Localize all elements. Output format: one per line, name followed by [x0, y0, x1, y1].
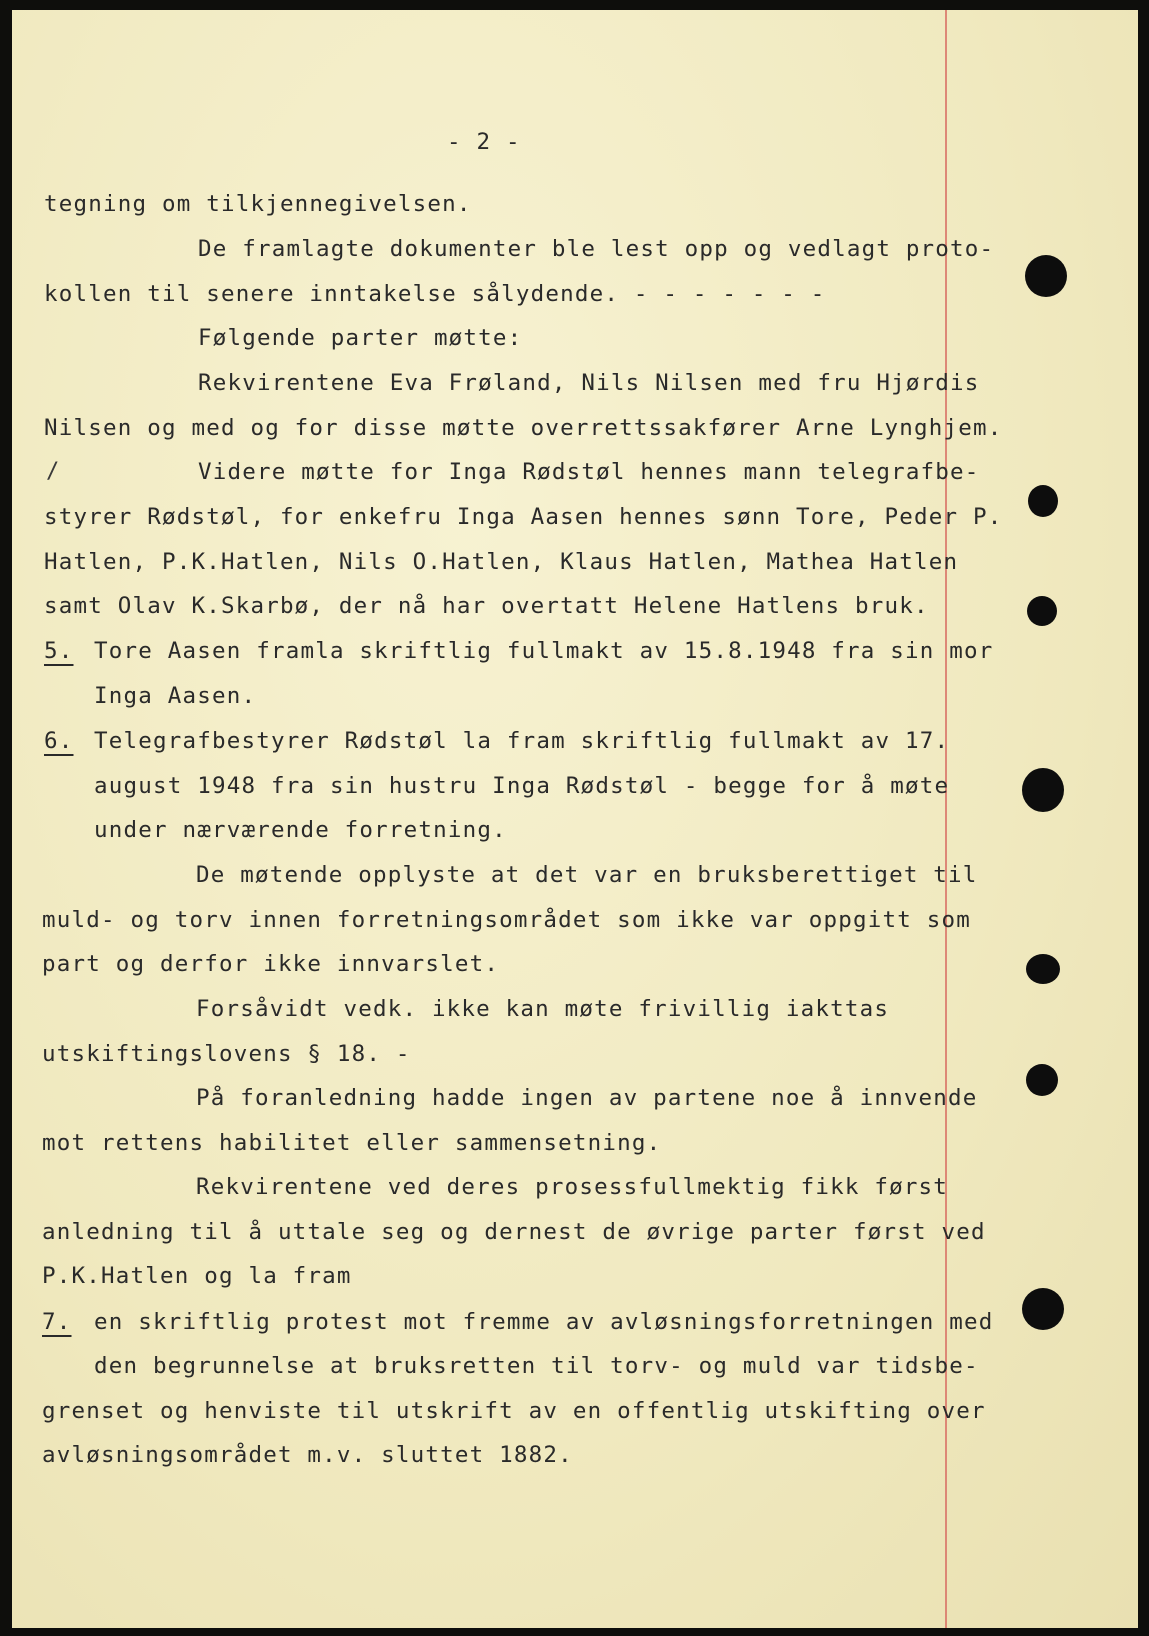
text-line: Forsåvidt vedk. ikke kan møte frivillig iakttas	[196, 996, 890, 1022]
text-line: den begrunnelse at bruksretten til torv- og muld var tidsbe-	[94, 1353, 979, 1379]
item-number-6: 6.	[44, 728, 74, 754]
page-number: - 2 -	[447, 129, 521, 155]
punch-hole-6	[1026, 1064, 1058, 1096]
text-line: P.K.Hatlen og la fram	[42, 1263, 352, 1289]
punch-hole-4	[1022, 768, 1064, 812]
item-number-7: 7.	[42, 1309, 72, 1335]
text-line: grenset og henviste til utskrift av en offentlig utskifting over	[42, 1398, 986, 1424]
document-page	[12, 10, 1138, 1628]
text-line: august 1948 fra sin hustru Inga Rødstøl - begge for å møte	[94, 773, 950, 799]
text-line: Rekvirentene ved deres prosessfullmektig fikk først	[196, 1174, 949, 1200]
item-number-5: 5.	[44, 638, 74, 664]
margin-mark: /	[46, 459, 60, 484]
text-line: mot rettens habilitet eller sammensetning.	[42, 1130, 662, 1156]
punch-hole-7	[1022, 1288, 1064, 1330]
text-line: muld- og torv innen forretningsområdet som ikke var oppgitt som	[42, 907, 972, 933]
punch-hole-3	[1027, 596, 1057, 626]
text-line: under nærværende forretning.	[94, 817, 507, 843]
text-line: utskiftingslovens § 18. -	[42, 1041, 411, 1067]
punch-hole-2	[1028, 485, 1058, 517]
text-line: tegning om tilkjennegivelsen.	[44, 191, 472, 217]
punch-hole-5	[1026, 954, 1060, 984]
text-line: Inga Aasen.	[94, 683, 257, 709]
text-line: De framlagte dokumenter ble lest opp og vedlagt proto-	[198, 236, 995, 262]
text-line: part og derfor ikke innvarslet.	[42, 951, 500, 977]
text-line: Tore Aasen framla skriftlig fullmakt av 15.8.1948 fra sin mor	[94, 638, 994, 664]
punch-hole-1	[1025, 255, 1067, 297]
text-line: Rekvirentene Eva Frøland, Nils Nilsen med fru Hjørdis	[198, 370, 980, 396]
text-line: Hatlen, P.K.Hatlen, Nils O.Hatlen, Klaus Hatlen, Mathea Hatlen	[44, 549, 959, 575]
text-line: Følgende parter møtte:	[198, 325, 523, 351]
text-line: På foranledning hadde ingen av partene noe å innvende	[196, 1085, 978, 1111]
text-line: kollen til senere inntakelse sålydende. - - - - - - -	[44, 281, 826, 307]
text-line: anledning til å uttale seg og dernest de øvrige parter først ved	[42, 1219, 986, 1245]
text-line: samt Olav K.Skarbø, der nå har overtatt Helene Hatlens bruk.	[44, 593, 929, 619]
text-line: styrer Rødstøl, for enkefru Inga Aasen hennes sønn Tore, Peder P.	[44, 504, 1003, 530]
text-line: Nilsen og med og for disse møtte overrettssakfører Arne Lynghjem.	[44, 415, 1003, 441]
text-line: avløsningsområdet m.v. sluttet 1882.	[42, 1442, 573, 1468]
text-line: Telegrafbestyrer Rødstøl la fram skriftlig fullmakt av 17.	[94, 728, 950, 754]
text-line: Videre møtte for Inga Rødstøl hennes mann telegrafbe-	[198, 459, 980, 485]
text-line: De møtende opplyste at det var en bruksberettiget til	[196, 862, 978, 888]
text-line: en skriftlig protest mot fremme av avløsningsforretningen med	[94, 1309, 994, 1335]
